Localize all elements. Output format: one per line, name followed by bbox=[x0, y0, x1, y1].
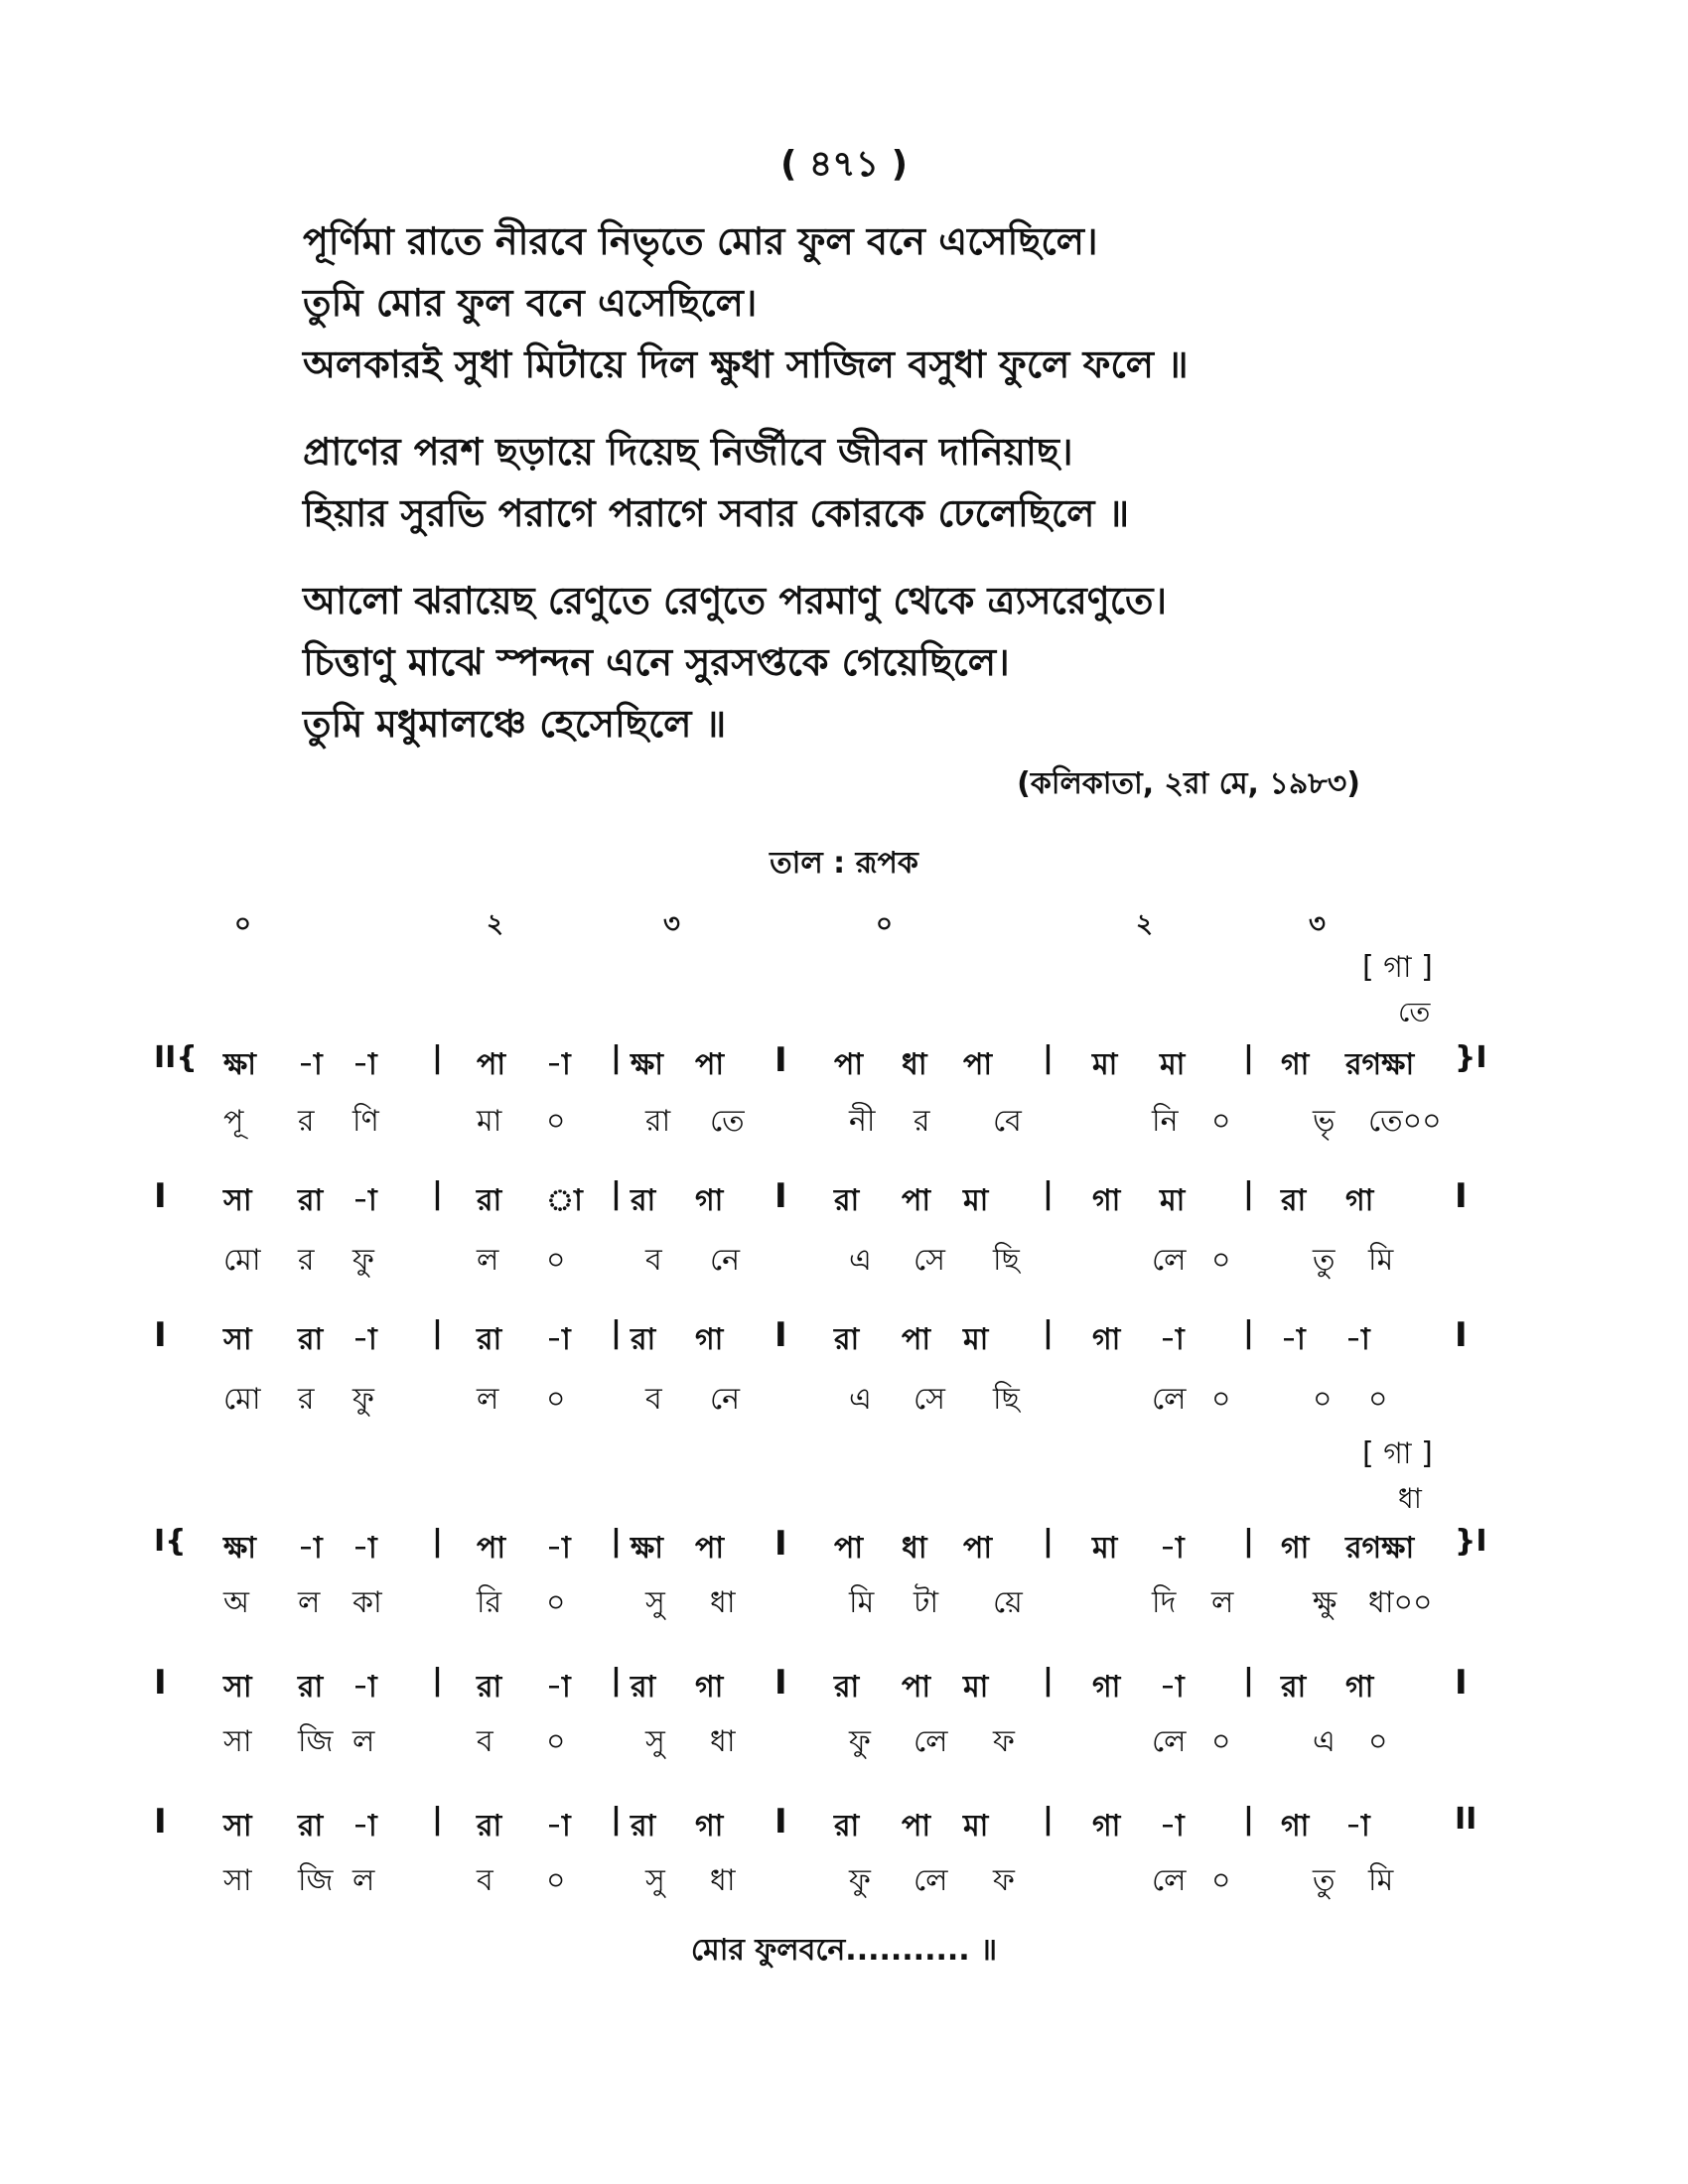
bracket-syllable: তে bbox=[1398, 996, 1431, 1028]
bani-syllable: ফু bbox=[849, 1863, 871, 1898]
swara-note: -া bbox=[352, 1322, 377, 1357]
swara-note: ক্ষা bbox=[223, 1047, 257, 1082]
swara-note: রা bbox=[298, 1183, 324, 1218]
swara-note: পা bbox=[834, 1531, 864, 1566]
swara-note: -া bbox=[352, 1670, 377, 1705]
bani-syllable: ০ bbox=[1368, 1382, 1388, 1417]
bani-syllable: বে bbox=[993, 1104, 1022, 1139]
tala-heading: তাল : রূপক bbox=[770, 846, 918, 881]
bani-syllable: ০ bbox=[546, 1724, 566, 1759]
swara-note: মা bbox=[1092, 1531, 1118, 1566]
lyric-line: তুমি মোর ফুল বনে এসেছিলে। bbox=[303, 281, 758, 325]
bani-syllable: এ bbox=[849, 1243, 872, 1278]
swara-note: গা bbox=[1092, 1670, 1121, 1705]
swara-note: -া bbox=[546, 1322, 571, 1357]
bar-line: | bbox=[1243, 1176, 1254, 1211]
bani-syllable: ল bbox=[352, 1863, 375, 1898]
bar-line: | bbox=[432, 1315, 443, 1350]
bar-line: I{ bbox=[154, 1524, 187, 1559]
beat-marker: ৩ bbox=[663, 909, 680, 939]
bar-line: }I bbox=[1455, 1040, 1487, 1075]
swara-note: রা bbox=[298, 1670, 324, 1705]
bar-line: | bbox=[611, 1802, 622, 1837]
beat-marker: ০ bbox=[876, 909, 893, 939]
swara-note: পা bbox=[477, 1047, 506, 1082]
bar-line: I bbox=[154, 1315, 167, 1355]
swara-note: পা bbox=[902, 1183, 931, 1218]
beat-marker: ২ bbox=[1136, 909, 1153, 939]
bani-syllable: ফু bbox=[352, 1243, 374, 1278]
swara-note: রা bbox=[298, 1322, 324, 1357]
swara-note: মা bbox=[963, 1670, 989, 1705]
swara-note: -া bbox=[352, 1183, 377, 1218]
bracket-note: [ গা ] bbox=[1362, 950, 1433, 985]
swara-note: রগক্ষা bbox=[1345, 1047, 1415, 1082]
swara-note: মা bbox=[1092, 1047, 1118, 1082]
bracket-note: [ গা ] bbox=[1362, 1436, 1433, 1471]
bar-line: I bbox=[774, 1040, 787, 1080]
bar-line: | bbox=[1043, 1040, 1054, 1075]
lyrics-block bbox=[303, 210, 1633, 780]
swara-note: সা bbox=[223, 1183, 252, 1218]
bani-syllable: সু bbox=[645, 1585, 665, 1620]
swara-note: ক্ষা bbox=[631, 1531, 664, 1566]
bracket-syllable: ধা bbox=[1398, 1482, 1422, 1515]
bar-line: | bbox=[1243, 1663, 1254, 1698]
bani-syllable: ০ bbox=[1211, 1863, 1231, 1898]
lyric-line: হিয়ার সুরভি পরাগে পরাগে সবার কোরকে ঢেলেছিলে ॥ bbox=[303, 491, 1130, 535]
bani-syllable: ০ bbox=[1211, 1104, 1231, 1139]
stanza-2 bbox=[303, 421, 1633, 544]
swara-note: রা bbox=[298, 1809, 324, 1843]
swara-note: -া bbox=[1160, 1322, 1185, 1357]
bani-syllable: লে bbox=[914, 1863, 948, 1898]
bar-line: I bbox=[154, 1176, 167, 1216]
swara-note: ক্ষা bbox=[223, 1531, 257, 1566]
bar-line: | bbox=[432, 1176, 443, 1211]
bani-syllable: সু bbox=[645, 1724, 665, 1759]
swara-note: -া bbox=[546, 1670, 571, 1705]
swara-note: -া bbox=[1160, 1670, 1185, 1705]
bani-syllable: ব bbox=[645, 1243, 662, 1278]
swara-note: -া bbox=[352, 1809, 377, 1843]
swara-note: পা bbox=[834, 1047, 864, 1082]
swara-note: রা bbox=[477, 1322, 502, 1357]
bani-syllable: কা bbox=[352, 1585, 382, 1620]
swara-note: -া bbox=[1345, 1322, 1370, 1357]
bani-syllable: ল bbox=[352, 1724, 375, 1759]
bani-syllable: ০ bbox=[1211, 1724, 1231, 1759]
bani-syllable: মো bbox=[223, 1243, 261, 1278]
bani-syllable: ০ bbox=[546, 1104, 566, 1139]
stanza-1 bbox=[303, 210, 1633, 395]
bar-line: I bbox=[774, 1176, 787, 1216]
swara-note: ধা bbox=[902, 1047, 927, 1082]
bani-syllable: ০ bbox=[1211, 1382, 1231, 1417]
bar-line: II bbox=[1455, 1802, 1477, 1837]
bani-syllable: র bbox=[298, 1382, 315, 1417]
swara-note: পা bbox=[695, 1531, 725, 1566]
bani-syllable: মি bbox=[849, 1585, 875, 1620]
swara-note: -া bbox=[352, 1047, 377, 1082]
swara-note: া bbox=[546, 1183, 583, 1218]
bani-syllable: সে bbox=[914, 1243, 945, 1278]
bani-syllable: লে bbox=[1152, 1243, 1187, 1278]
signature-date: (কলিকাতা, ২রা মে, ১৯৮৩) bbox=[1017, 766, 1360, 801]
lyric-line: আলো ঝরায়েছ রেণুতে রেণুতে পরমাণু থেকে ত্র্যসরেণুতে। bbox=[303, 579, 1168, 622]
bani-syllable: সা bbox=[223, 1724, 252, 1759]
bar-line: I bbox=[774, 1315, 787, 1355]
bani-syllable: মা bbox=[477, 1104, 502, 1139]
bani-syllable: মো bbox=[223, 1382, 261, 1417]
swara-note: রা bbox=[834, 1322, 860, 1357]
bani-syllable: ০ bbox=[1313, 1382, 1333, 1417]
bani-syllable: এ bbox=[849, 1382, 872, 1417]
bani-syllable: ল bbox=[298, 1585, 321, 1620]
swara-note: পা bbox=[902, 1670, 931, 1705]
swara-note: রা bbox=[834, 1183, 860, 1218]
bani-syllable: তে bbox=[710, 1104, 745, 1139]
bani-syllable: নে bbox=[710, 1382, 741, 1417]
bani-syllable: নি bbox=[1152, 1104, 1179, 1139]
bani-syllable: ০ bbox=[546, 1585, 566, 1620]
bani-syllable: অ bbox=[223, 1585, 249, 1620]
bani-syllable: পূ bbox=[223, 1104, 244, 1139]
bani-syllable: ০ bbox=[1211, 1243, 1231, 1278]
lyric-line: পূর্ণিমা রাতে নীরবে নিভৃতে মোর ফুল বনে এসেছিলে। bbox=[303, 219, 1098, 263]
swara-note: -া bbox=[352, 1531, 377, 1566]
bani-syllable: ধা bbox=[710, 1724, 736, 1759]
bar-line: | bbox=[611, 1315, 622, 1350]
swara-note: রা bbox=[631, 1670, 656, 1705]
bani-syllable: ০ bbox=[546, 1243, 566, 1278]
swara-note: রা bbox=[631, 1322, 656, 1357]
swara-note: -া bbox=[1345, 1809, 1370, 1843]
swara-note: রা bbox=[631, 1809, 656, 1843]
bar-line: II{ bbox=[154, 1040, 198, 1075]
swara-note: গা bbox=[1281, 1531, 1310, 1566]
bar-line: | bbox=[1243, 1524, 1254, 1559]
swara-note: পা bbox=[477, 1531, 506, 1566]
bani-syllable: ব bbox=[477, 1724, 493, 1759]
bar-line: | bbox=[1043, 1663, 1054, 1698]
bani-syllable: ব bbox=[477, 1863, 493, 1898]
bani-syllable: ভৃ bbox=[1313, 1104, 1336, 1139]
bani-syllable: র bbox=[914, 1104, 930, 1139]
bani-syllable: রা bbox=[645, 1104, 671, 1139]
bar-line: | bbox=[611, 1176, 622, 1211]
swara-note: রা bbox=[834, 1809, 860, 1843]
swara-note: -া bbox=[298, 1047, 323, 1082]
bani-syllable: টা bbox=[914, 1585, 939, 1620]
bani-syllable: লে bbox=[1152, 1724, 1187, 1759]
swara-note: গা bbox=[695, 1322, 724, 1357]
bar-line: | bbox=[1243, 1802, 1254, 1837]
swara-note: গা bbox=[695, 1809, 724, 1843]
bar-line: I bbox=[774, 1524, 787, 1564]
swara-note: পা bbox=[902, 1809, 931, 1843]
bani-syllable: ফু bbox=[849, 1724, 871, 1759]
bani-syllable: সে bbox=[914, 1382, 945, 1417]
bani-syllable: ল bbox=[477, 1243, 499, 1278]
bani-syllable: লে bbox=[1152, 1863, 1187, 1898]
swara-note: -া bbox=[546, 1809, 571, 1843]
bani-syllable: ছি bbox=[993, 1243, 1020, 1278]
bani-syllable: ফু bbox=[352, 1382, 374, 1417]
bani-syllable: ০ bbox=[546, 1382, 566, 1417]
swara-note: -া bbox=[1281, 1322, 1306, 1357]
bar-line: | bbox=[1043, 1802, 1054, 1837]
bani-syllable: নী bbox=[849, 1104, 876, 1139]
swara-note: রগক্ষা bbox=[1345, 1531, 1415, 1566]
swara-note: ধা bbox=[902, 1531, 927, 1566]
swara-note: পা bbox=[902, 1322, 931, 1357]
swara-note: গা bbox=[1345, 1670, 1374, 1705]
bani-syllable: তে০০ bbox=[1368, 1104, 1442, 1139]
swara-note: রা bbox=[477, 1183, 502, 1218]
swara-note: গা bbox=[1281, 1809, 1310, 1843]
bani-syllable: লে bbox=[1152, 1382, 1187, 1417]
swara-note: -া bbox=[1160, 1531, 1185, 1566]
swara-note: মা bbox=[1160, 1047, 1186, 1082]
swara-note: গা bbox=[1092, 1809, 1121, 1843]
bani-syllable: ফ bbox=[993, 1863, 1015, 1898]
bar-line: }I bbox=[1455, 1524, 1487, 1559]
bani-syllable: ০ bbox=[1368, 1724, 1388, 1759]
lyric-line: তুমি মধুমালঞ্চে হেসেছিলে ॥ bbox=[303, 702, 727, 746]
bani-syllable: এ bbox=[1313, 1724, 1336, 1759]
swara-note: রা bbox=[1281, 1670, 1307, 1705]
bar-line: | bbox=[611, 1663, 622, 1698]
page-number: ( ৪৭১ ) bbox=[779, 144, 909, 185]
bar-line: I bbox=[1455, 1663, 1468, 1703]
bani-syllable: ব bbox=[645, 1382, 662, 1417]
bani-syllable: ক্ষু bbox=[1313, 1585, 1337, 1620]
beat-marker: ২ bbox=[487, 909, 503, 939]
swara-note: রা bbox=[477, 1809, 502, 1843]
bar-line: | bbox=[1043, 1176, 1054, 1211]
bar-line: I bbox=[1455, 1315, 1468, 1355]
bar-line: | bbox=[1243, 1315, 1254, 1350]
swara-note: ক্ষা bbox=[631, 1047, 664, 1082]
bani-syllable: র bbox=[298, 1243, 315, 1278]
beat-marker: ৩ bbox=[1309, 909, 1326, 939]
bani-syllable: রি bbox=[477, 1585, 502, 1620]
bani-syllable: দি bbox=[1152, 1585, 1177, 1620]
bar-line: | bbox=[432, 1524, 443, 1559]
swara-note: রা bbox=[834, 1670, 860, 1705]
bani-syllable: জি bbox=[298, 1863, 334, 1898]
lyric-line: চিত্তাণু মাঝে স্পন্দন এনে সুরসপ্তকে গেয়েছিলে। bbox=[303, 640, 1010, 684]
swara-note: মা bbox=[1160, 1183, 1186, 1218]
bar-line: | bbox=[432, 1663, 443, 1698]
bani-syllable: লে bbox=[914, 1724, 948, 1759]
swara-note: রা bbox=[631, 1183, 656, 1218]
bani-syllable: তু bbox=[1313, 1863, 1336, 1898]
swara-note: মা bbox=[963, 1322, 989, 1357]
bani-syllable: নে bbox=[710, 1243, 741, 1278]
bani-syllable: মি bbox=[1368, 1243, 1394, 1278]
swara-note: রা bbox=[1281, 1183, 1307, 1218]
bar-line: | bbox=[611, 1524, 622, 1559]
bar-line: | bbox=[432, 1802, 443, 1837]
bani-syllable: য়ে bbox=[993, 1585, 1023, 1620]
bar-line: I bbox=[154, 1663, 167, 1703]
swara-note: -া bbox=[1160, 1809, 1185, 1843]
bar-line: I bbox=[1455, 1176, 1468, 1216]
swara-note: সা bbox=[223, 1670, 252, 1705]
bani-syllable: ০ bbox=[546, 1863, 566, 1898]
swara-note: সা bbox=[223, 1322, 252, 1357]
swara-note: -া bbox=[546, 1047, 571, 1082]
swara-note: মা bbox=[963, 1183, 989, 1218]
bani-syllable: ল bbox=[477, 1382, 499, 1417]
bani-syllable: ধা০০ bbox=[1368, 1585, 1433, 1620]
swara-note: -া bbox=[298, 1531, 323, 1566]
bani-syllable: ধা bbox=[710, 1863, 736, 1898]
bar-line: I bbox=[774, 1802, 787, 1842]
bar-line: I bbox=[154, 1802, 167, 1842]
swara-note: পা bbox=[963, 1047, 993, 1082]
swara-note: পা bbox=[963, 1531, 993, 1566]
bani-syllable: ছি bbox=[993, 1382, 1020, 1417]
bar-line: | bbox=[1043, 1524, 1054, 1559]
bani-syllable: সু bbox=[645, 1863, 665, 1898]
bani-syllable: তু bbox=[1313, 1243, 1336, 1278]
swara-note: গা bbox=[1092, 1322, 1121, 1357]
swara-note: সা bbox=[223, 1809, 252, 1843]
swara-note: গা bbox=[1345, 1183, 1374, 1218]
stanza-3 bbox=[303, 570, 1633, 754]
swara-note: রা bbox=[477, 1670, 502, 1705]
bar-line: | bbox=[432, 1040, 443, 1075]
bani-syllable: ল bbox=[1211, 1585, 1234, 1620]
bar-line: | bbox=[1043, 1315, 1054, 1350]
lyric-line: প্রাণের পরশ ছড়ায়ে দিয়েছ নির্জীবে জীবন দানিয়াছ। bbox=[303, 430, 1073, 474]
bar-line: I bbox=[774, 1663, 787, 1703]
bani-syllable: জি bbox=[298, 1724, 334, 1759]
swara-note: মা bbox=[963, 1809, 989, 1843]
lyric-line: অলকারই সুধা মিটায়ে দিল ক্ষুধা সাজিল বসুধা ফুলে ফলে ॥ bbox=[303, 342, 1189, 386]
bani-syllable: মি bbox=[1368, 1863, 1394, 1898]
beat-marker: ০ bbox=[234, 909, 251, 939]
bani-syllable: র bbox=[298, 1104, 315, 1139]
footer-refrain: মোর ফুলবনে........... ॥ bbox=[690, 1933, 998, 1968]
bani-syllable: ণি bbox=[352, 1104, 379, 1139]
bani-syllable: সা bbox=[223, 1863, 252, 1898]
swara-note: গা bbox=[1281, 1047, 1310, 1082]
bar-line: | bbox=[1243, 1040, 1254, 1075]
swara-note: -া bbox=[546, 1531, 571, 1566]
swara-note: গা bbox=[695, 1183, 724, 1218]
swara-note: পা bbox=[695, 1047, 725, 1082]
bani-syllable: ধা bbox=[710, 1585, 736, 1620]
bani-syllable: ফ bbox=[993, 1724, 1015, 1759]
swara-note: গা bbox=[695, 1670, 724, 1705]
swara-note: গা bbox=[1092, 1183, 1121, 1218]
bar-line: | bbox=[611, 1040, 622, 1075]
